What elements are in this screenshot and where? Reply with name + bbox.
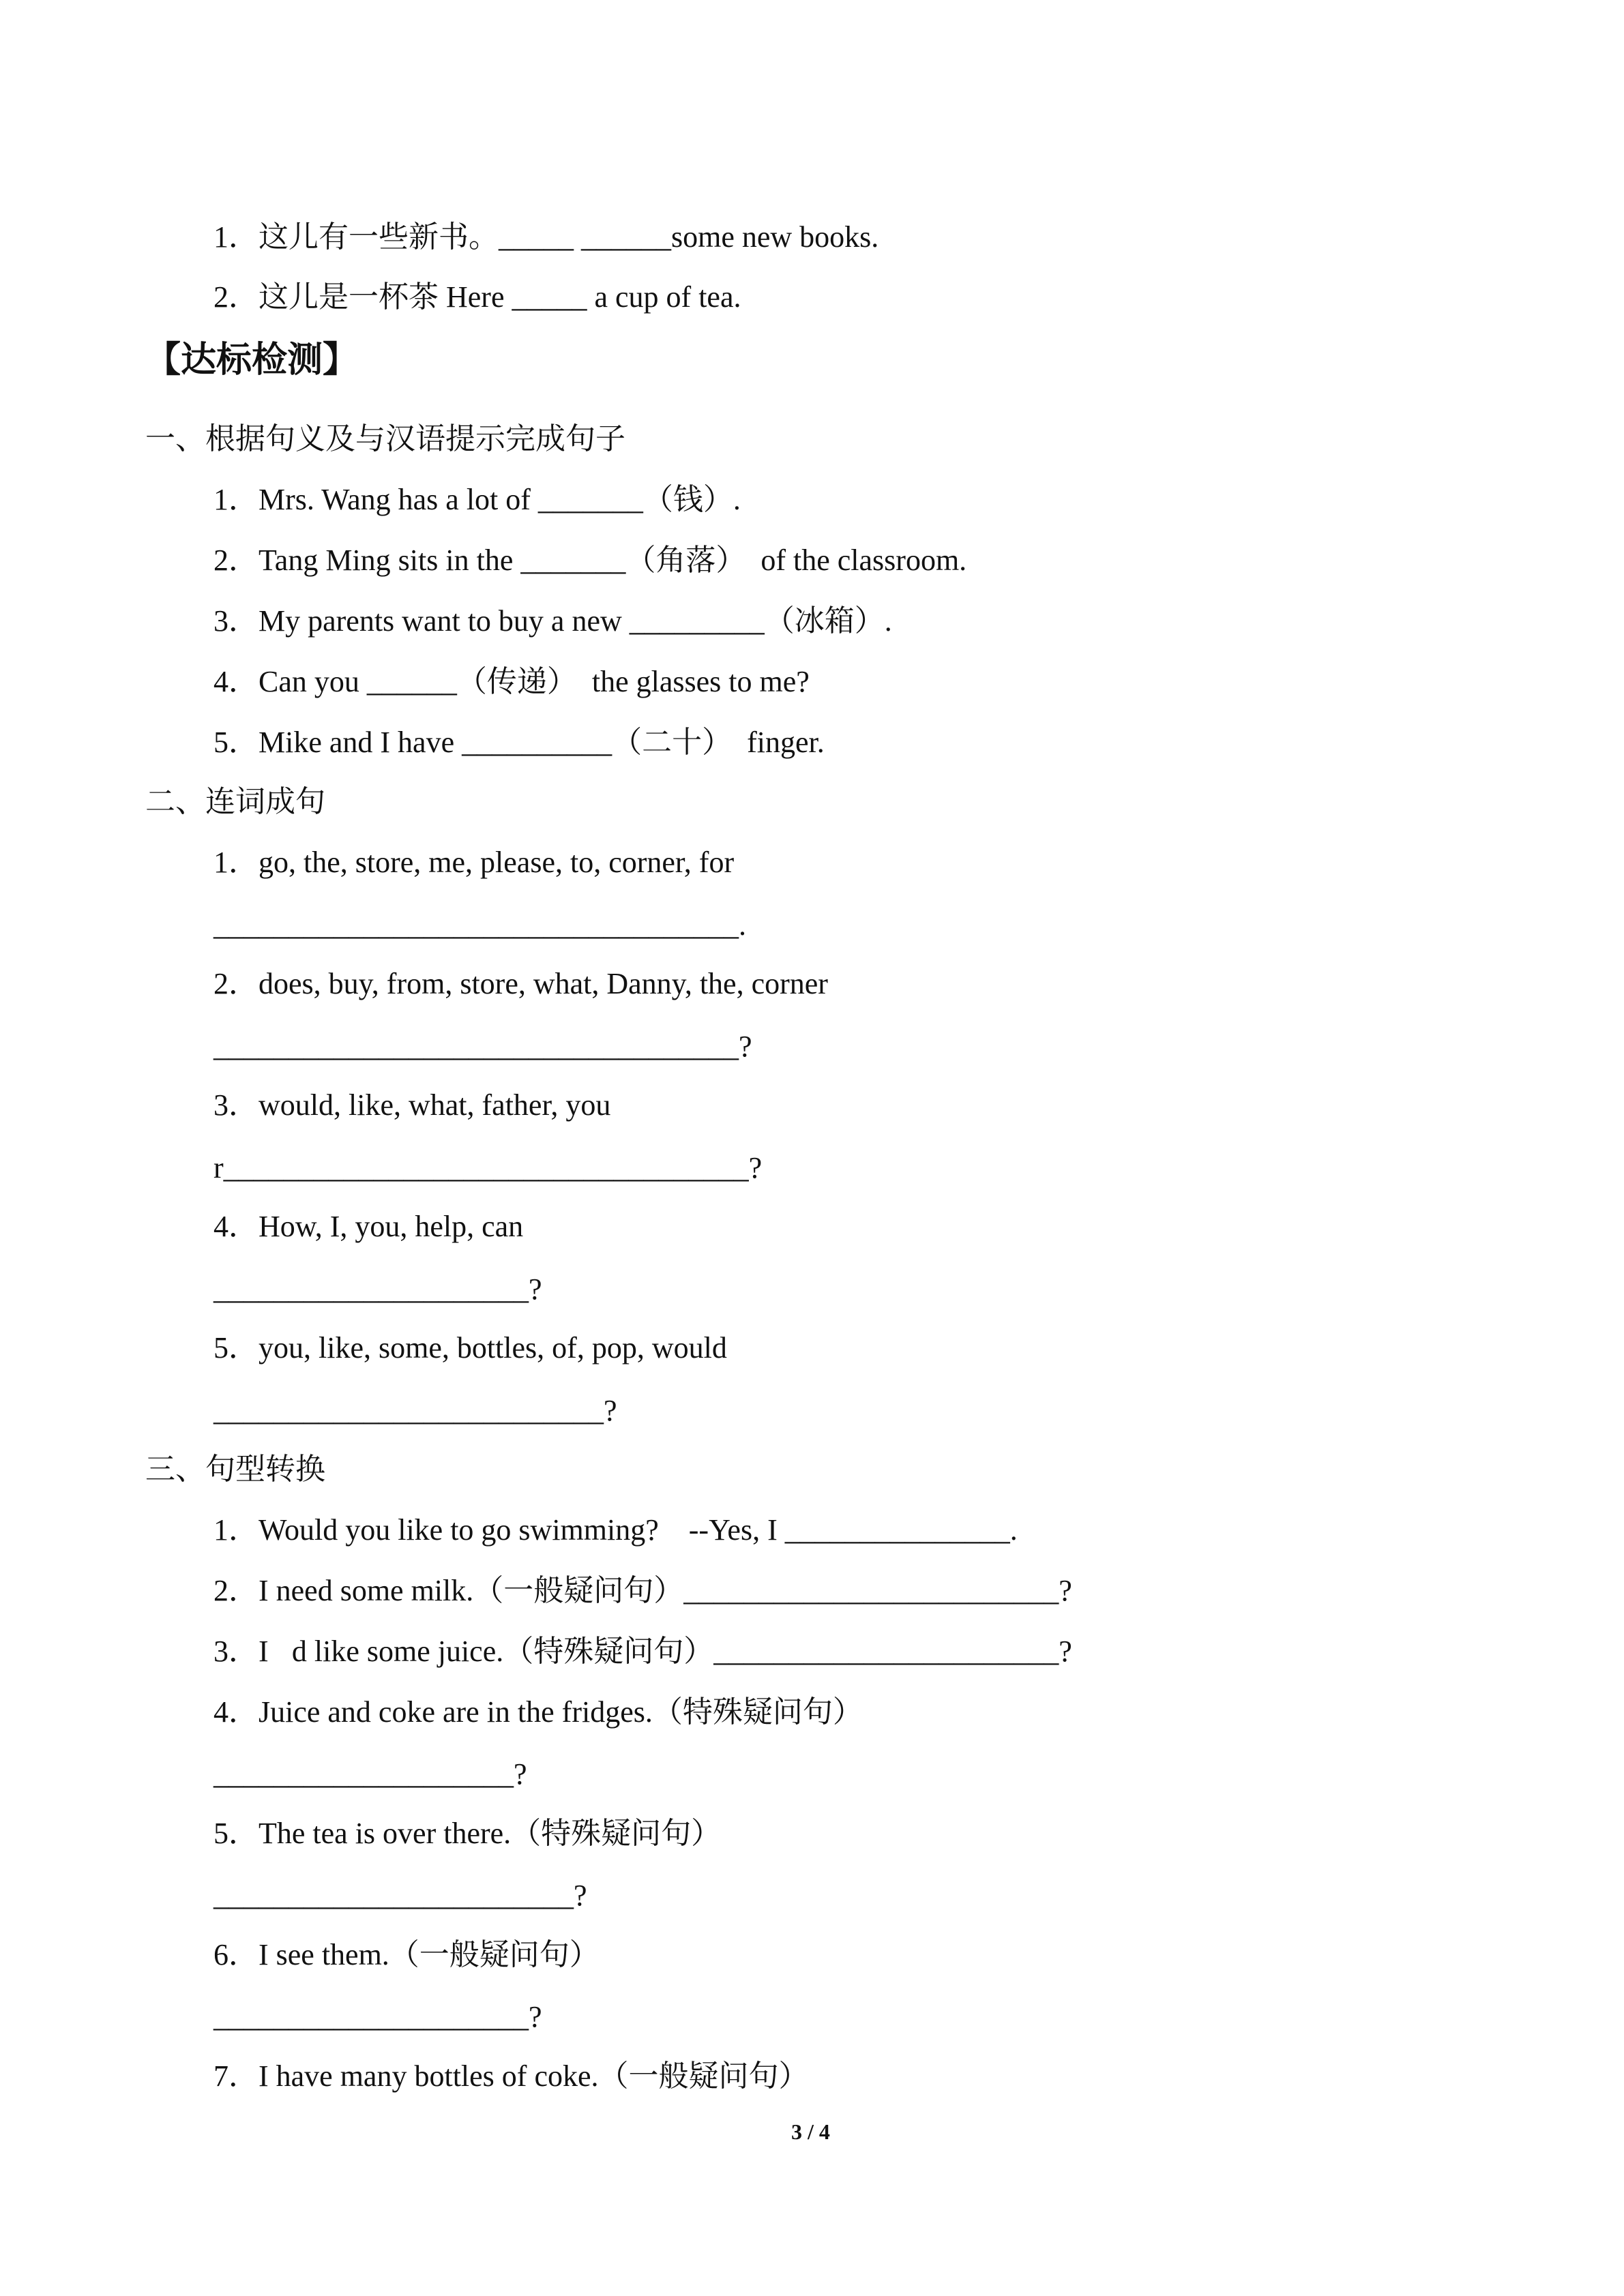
question-item: 2．I need some milk.（一般疑问句）_________________________? bbox=[213, 1574, 1072, 1607]
question-item: 1．Would you like to go swimming? --Yes, I _______________. bbox=[213, 1513, 1018, 1547]
question-item: 4．How, I, you, help, can bbox=[213, 1210, 524, 1243]
page-number: 3 / 4 bbox=[791, 2119, 830, 2144]
question-item: 5．The tea is over there.（特殊疑问句） bbox=[213, 1817, 722, 1850]
intro-line: 2．这儿是一杯茶 Here _____ a cup of tea. bbox=[213, 280, 741, 314]
question-item: 2．Tang Ming sits in the _______（角落） of the classroom. bbox=[213, 543, 967, 577]
answer-line: _____________________? bbox=[213, 1272, 542, 1306]
answer-line: __________________________? bbox=[213, 1394, 617, 1427]
answer-line: ________________________? bbox=[213, 1879, 587, 1912]
question-item: 5．Mike and I have __________（二十） finger. bbox=[213, 726, 825, 759]
question-item: 1．go, the, store, me, please, to, corner, for bbox=[213, 846, 735, 879]
question-item: 4．Juice and coke are in the fridges.（特殊疑问句） bbox=[213, 1695, 863, 1729]
question-item: 4．Can you ______（传递） the glasses to me? bbox=[213, 665, 810, 698]
answer-line: ____________________? bbox=[213, 1757, 527, 1791]
question-item: 5．you, like, some, bottles, of, pop, would bbox=[213, 1331, 727, 1365]
section-title: 三、句型转换 bbox=[145, 1452, 325, 1486]
question-item: 1．Mrs. Wang has a lot of _______（钱）. bbox=[213, 483, 741, 516]
question-item: 2．does, buy, from, store, what, Danny, the, corner bbox=[213, 967, 828, 1000]
intro-line: 1．这儿有一些新书。_____ ______some new books. bbox=[213, 220, 879, 254]
answer-line: ___________________________________. bbox=[213, 908, 746, 942]
question-item: 3．I d like some juice.（特殊疑问句）_______________________? bbox=[213, 1635, 1072, 1668]
answer-line: ___________________________________? bbox=[213, 1030, 752, 1063]
answer-line: r___________________________________? bbox=[213, 1151, 763, 1184]
question-item: 6．I see them.（一般疑问句） bbox=[213, 1938, 600, 1971]
section-heading: 【达标检测】 bbox=[145, 340, 359, 381]
section-title: 二、连词成句 bbox=[145, 785, 325, 818]
answer-line: _____________________? bbox=[213, 2000, 542, 2033]
question-item: 7．I have many bottles of coke.（一般疑问句） bbox=[213, 2059, 809, 2093]
section-title: 一、根据句义及与汉语提示完成句子 bbox=[145, 422, 625, 456]
question-item: 3．My parents want to buy a new _________（冰箱）. bbox=[213, 604, 892, 638]
question-item: 3．would, like, what, father, you bbox=[213, 1088, 611, 1122]
